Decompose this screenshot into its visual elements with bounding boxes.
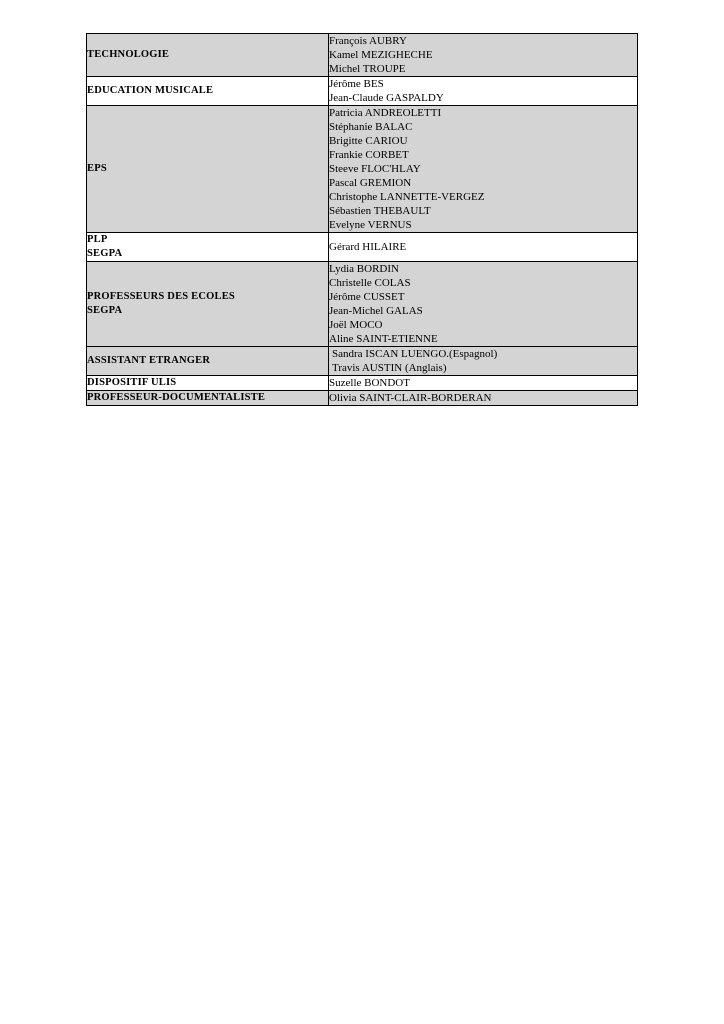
category-cell (87, 106, 329, 233)
person-name: Stéphanie BALAC (329, 121, 413, 133)
category-line: EDUCATION MUSICALE (87, 85, 214, 96)
staff-table-body (87, 34, 638, 406)
person-name: Steeve FLOC'HLAY (329, 163, 421, 175)
person-name: Suzelle BONDOT (329, 377, 410, 389)
person-name: Gérard HILAIRE (329, 241, 407, 253)
person-name: Joël MOCO (329, 319, 383, 331)
person-name: Jean-Claude GASPALDY (329, 92, 444, 104)
person-name: Evelyne VERNUS (329, 219, 412, 231)
names-cell (329, 77, 638, 106)
person-name: Kamel MEZIGHECHE (329, 49, 433, 61)
category-line: PLP (87, 234, 108, 245)
names-cell (329, 233, 638, 262)
person-name: Sandra ISCAN LUENGO.(Espagnol) (332, 348, 498, 360)
person-name: François AUBRY (329, 35, 407, 47)
category-cell (87, 77, 329, 106)
category-line: EPS (87, 163, 107, 174)
table-row (87, 34, 638, 77)
category-cell (87, 34, 329, 77)
category-line: SEGPA (87, 248, 123, 259)
person-name: Michel TROUPE (329, 63, 406, 75)
person-name: Patricia ANDREOLETTI (329, 107, 442, 119)
category-line: PROFESSEURS DES ECOLES (87, 291, 235, 302)
person-name: Brigitte CARIOU (329, 135, 408, 147)
table-row (87, 77, 638, 106)
category-line: SEGPA (87, 305, 123, 316)
person-name: Christophe LANNETTE-VERGEZ (329, 191, 485, 203)
person-name: Aline SAINT-ETIENNE (329, 333, 438, 345)
table-row (87, 233, 638, 262)
category-cell (87, 233, 329, 262)
staff-table (86, 33, 638, 406)
category-cell (87, 347, 329, 376)
person-name: Sébastien THEBAULT (329, 205, 431, 217)
table-row (87, 106, 638, 233)
names-cell (329, 347, 638, 376)
category-cell (87, 391, 329, 406)
person-name: Jérôme CUSSET (329, 291, 405, 303)
names-cell (329, 391, 638, 406)
category-cell (87, 376, 329, 391)
person-name: Jean-Michel GALAS (329, 305, 423, 317)
names-cell (329, 34, 638, 77)
person-name: Jérôme BES (329, 78, 384, 90)
person-name: Olivia SAINT-CLAIR-BORDERAN (329, 392, 492, 404)
table-row (87, 376, 638, 391)
table-row (87, 391, 638, 406)
staff-table-wrapper (86, 33, 637, 406)
person-name: Lydia BORDIN (329, 263, 399, 275)
table-row (87, 262, 638, 347)
names-cell (329, 262, 638, 347)
person-name: Christelle COLAS (329, 277, 411, 289)
person-name: Travis AUSTIN (Anglais) (332, 362, 447, 374)
names-cell (329, 376, 638, 391)
table-row (87, 347, 638, 376)
category-line: DISPOSITIF ULIS (87, 377, 177, 388)
category-cell (87, 262, 329, 347)
names-cell (329, 106, 638, 233)
category-line: TECHNOLOGIE (87, 49, 170, 60)
person-name: Frankie CORBET (329, 149, 409, 161)
category-line: ASSISTANT ETRANGER (87, 355, 211, 366)
person-name: Pascal GREMION (329, 177, 412, 189)
category-line: PROFESSEUR-DOCUMENTALISTE (87, 392, 266, 403)
